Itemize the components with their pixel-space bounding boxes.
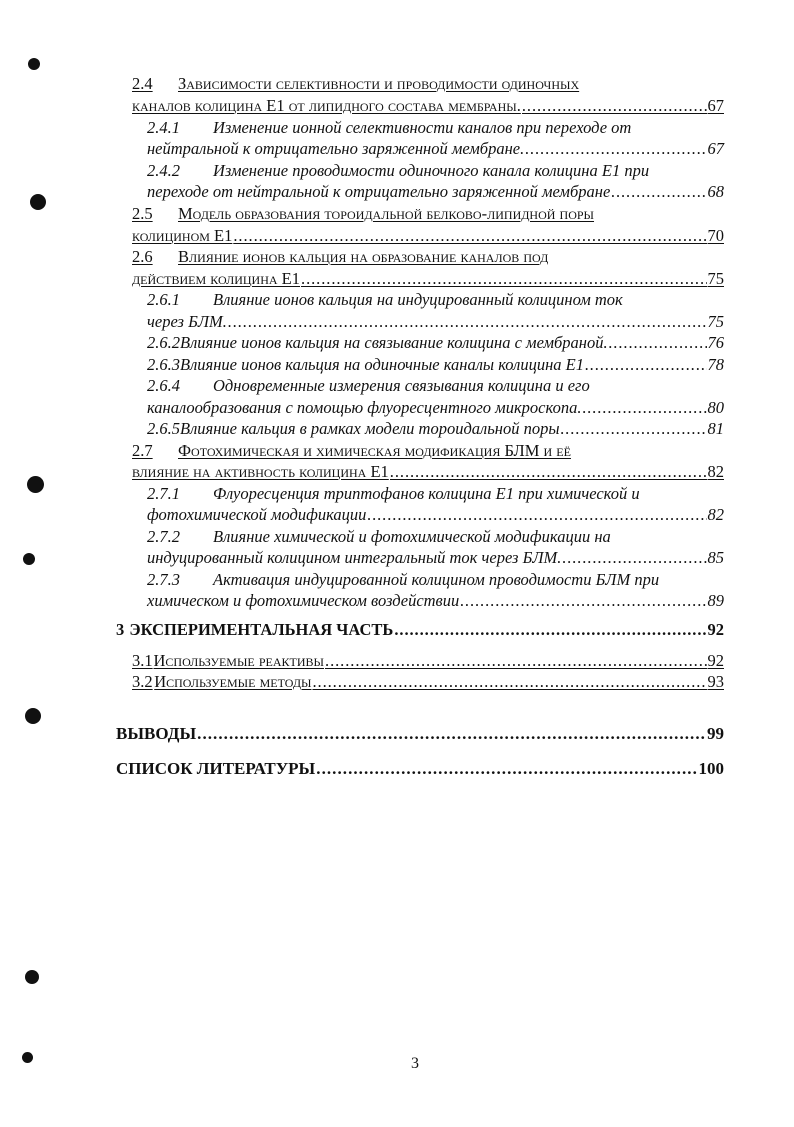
dot-leader — [394, 620, 706, 640]
punch-hole — [22, 1052, 33, 1063]
toc-entry-2-7-line1[interactable] — [132, 441, 724, 461]
toc-title: Влияние ионов кальция на образование каналов под — [178, 247, 549, 266]
toc-entry-2-7-2-line2[interactable] — [147, 548, 724, 568]
dot-leader — [609, 333, 707, 353]
toc-number: 2.4.2 — [147, 161, 180, 180]
toc-title: ЭКСПЕРИМЕНТАЛЬНАЯ ЧАСТЬ — [129, 620, 394, 639]
punch-hole — [23, 553, 35, 565]
toc-page: 76 — [707, 333, 724, 352]
toc-entry-2-7-2-line1[interactable] — [147, 527, 724, 547]
punch-hole — [25, 970, 39, 984]
toc-references[interactable] — [116, 759, 724, 779]
toc-entry-2-4-1-line2[interactable] — [147, 139, 724, 159]
toc-title: Влияние ионов кальция на одиночные каналы колицина Е1 — [180, 355, 584, 374]
toc-page: 92 — [707, 651, 724, 670]
toc-entry-2-7-1-line2[interactable] — [147, 505, 724, 525]
punch-hole — [25, 708, 41, 724]
dot-leader — [585, 355, 707, 375]
toc-page: 99 — [707, 724, 724, 743]
toc-title-cont: нейтральной к отрицательно заряженной мембране. — [147, 139, 525, 158]
dot-leader — [367, 505, 706, 525]
toc-page: 92 — [707, 620, 724, 639]
punch-hole — [30, 194, 46, 210]
toc-number: 3.1 — [132, 651, 153, 670]
page-number: 3 — [411, 1055, 419, 1072]
toc-page: 75 — [707, 269, 724, 288]
toc-entry-2-6-5[interactable] — [147, 419, 724, 439]
toc-entry-2-4-2-line1[interactable] — [147, 161, 724, 181]
toc-title: Используемые методы — [154, 672, 312, 691]
toc-title: Одновременные измерения связывания колицина и его — [213, 376, 590, 395]
toc-page: 89 — [707, 591, 724, 610]
toc-conclusions[interactable] — [116, 724, 724, 744]
toc-page: 93 — [707, 672, 724, 691]
toc-title-cont: индуцированный колицином интегральный ток через БЛМ. — [147, 548, 562, 567]
dot-leader — [460, 591, 706, 611]
toc-entry-2-7-1-line1[interactable] — [147, 484, 724, 504]
toc-page: 100 — [698, 759, 724, 778]
dot-leader — [562, 548, 706, 568]
toc-entry-2-6-2[interactable] — [147, 333, 724, 353]
toc-page: 67 — [707, 96, 724, 115]
dot-leader — [228, 312, 707, 332]
toc-entry-3-1[interactable] — [132, 651, 724, 671]
toc-page: 70 — [707, 226, 724, 245]
toc-entry-2-6-line1[interactable] — [132, 247, 724, 267]
toc-number: 2.6.4 — [147, 376, 180, 395]
toc-entry-2-4-line1[interactable] — [132, 74, 724, 94]
dot-leader — [390, 462, 707, 482]
toc-title: Изменение проводимости одиночного канала колицина Е1 при — [213, 161, 650, 180]
toc-title: Влияние ионов кальция на связывание колицина с мембраной. — [180, 333, 608, 352]
dot-leader — [316, 759, 697, 779]
toc-title: Модель образования тороидальной белково-липидной поры — [178, 204, 595, 223]
toc-title-cont: каналов колицина Е1 от липидного состава мембраны. — [132, 96, 521, 115]
dot-leader — [301, 269, 706, 289]
toc-title: Фотохимическая и химическая модификация БЛМ и её — [178, 441, 571, 460]
dot-leader — [525, 139, 706, 159]
toc-entry-3-2[interactable] — [132, 672, 724, 692]
toc-page: 67 — [707, 139, 724, 158]
toc-number: 2.6.3 — [147, 355, 180, 374]
toc-title-cont: переходе от нейтральной к отрицательно заряженной мембране — [147, 182, 611, 201]
toc-number: 2.6.5 — [147, 419, 180, 438]
toc-number: 3 — [116, 620, 125, 639]
toc-title-cont: каналообразования с помощью флуоресцентного микроскопа. — [147, 398, 582, 417]
toc-page: 68 — [707, 182, 724, 201]
toc-number: 2.6.1 — [147, 290, 180, 309]
toc-entry-2-6-3[interactable] — [147, 355, 724, 375]
dot-leader — [611, 182, 706, 202]
dot-leader — [325, 651, 706, 671]
toc-title: Изменение ионной селективности каналов при переходе от — [213, 118, 632, 137]
toc-title-cont: фотохимической модификации — [147, 505, 367, 524]
toc-number: 2.4.1 — [147, 118, 180, 137]
toc-entry-2-6-line2[interactable] — [132, 269, 724, 289]
dot-leader — [233, 226, 706, 246]
toc-entry-2-6-1-line2[interactable] — [147, 312, 724, 332]
toc-entry-2-4-2-line2[interactable] — [147, 182, 724, 202]
toc-page: 81 — [707, 419, 724, 438]
toc-number: 2.5 — [132, 204, 153, 223]
toc-title: Влияние кальция в рамках модели тороидальной поры — [180, 419, 560, 438]
toc-entry-2-7-line2[interactable] — [132, 462, 724, 482]
toc-page: 80 — [707, 398, 724, 417]
toc-title: ВЫВОДЫ — [116, 724, 197, 743]
toc-entry-2-5-line1[interactable] — [132, 204, 724, 224]
toc-number: 2.7 — [132, 441, 153, 460]
toc-title: Активация индуцированной колицином проводимости БЛМ при — [213, 570, 660, 589]
toc-entry-2-6-4-line2[interactable] — [147, 398, 724, 418]
toc-entry-2-5-line2[interactable] — [132, 226, 724, 246]
punch-hole — [27, 476, 44, 493]
punch-hole — [28, 58, 40, 70]
toc-number: 2.7.3 — [147, 570, 180, 589]
toc-entry-2-4-1-line1[interactable] — [147, 118, 724, 138]
toc-number: 2.7.1 — [147, 484, 180, 503]
toc-title-cont: химическом и фотохимическом воздействии — [147, 591, 460, 610]
toc-number: 2.6.2 — [147, 333, 180, 352]
toc-entry-2-6-4-line1[interactable] — [147, 376, 724, 396]
toc-page: 82 — [707, 505, 724, 524]
toc-title: Флуоресценция триптофанов колицина Е1 при химической и — [213, 484, 640, 503]
toc-title-cont: колицином Е1 — [132, 226, 233, 245]
toc-number: 2.6 — [132, 247, 153, 266]
toc-page: 85 — [707, 548, 724, 567]
toc-page: 82 — [707, 462, 724, 481]
toc-number: 3.2 — [132, 672, 153, 691]
toc-entry-2-7-3-line1[interactable] — [147, 570, 724, 590]
toc-title-cont: действием колицина Е1 — [132, 269, 301, 288]
toc-page: 75 — [707, 312, 724, 331]
toc-entry-2-6-1-line1[interactable] — [147, 290, 724, 310]
toc-title: Влияние ионов кальция на индуцированный колицином ток — [213, 290, 623, 309]
toc-title: Зависимости селективности и проводимости одиночных — [178, 74, 580, 93]
toc-title: СПИСОК ЛИТЕРАТУРЫ — [116, 759, 316, 778]
dot-leader — [582, 398, 706, 418]
toc-title: Влияние химической и фотохимической модификации на — [213, 527, 611, 546]
dot-leader — [522, 96, 707, 116]
toc-entry-2-4-line2[interactable] — [132, 96, 724, 116]
dot-leader — [312, 672, 706, 692]
toc-title: Используемые реактивы — [153, 651, 325, 670]
toc-number: 2.7.2 — [147, 527, 180, 546]
toc-title-cont: влияние на активность колицина Е1 — [132, 462, 389, 481]
toc-number: 2.4 — [132, 74, 153, 93]
dot-leader — [197, 724, 706, 744]
toc-entry-2-7-3-line2[interactable] — [147, 591, 724, 611]
toc-chapter-3[interactable] — [116, 620, 724, 640]
toc-title-cont: через БЛМ. — [147, 312, 227, 331]
dot-leader — [561, 419, 707, 439]
toc-page: 78 — [707, 355, 724, 374]
